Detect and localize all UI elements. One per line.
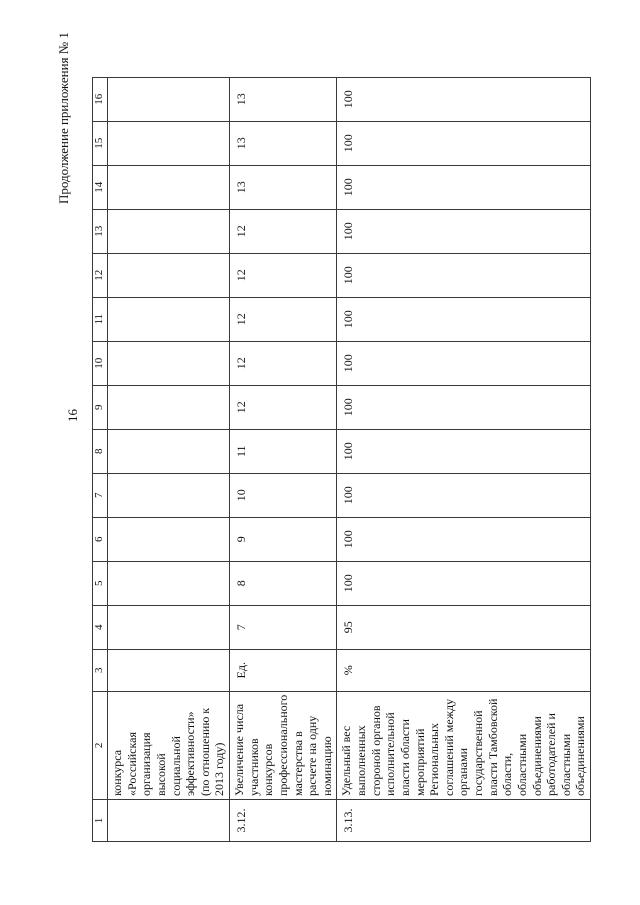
header-cell: 7 — [93, 473, 108, 517]
value-cell: 13 — [230, 165, 337, 209]
header-cell: 2 — [93, 691, 108, 799]
value-cell — [108, 341, 230, 385]
row-id: 3.13. — [337, 800, 591, 842]
header-cell: 11 — [93, 297, 108, 341]
value-cell: 12 — [230, 209, 337, 253]
value-cell — [108, 429, 230, 473]
unit-cell: Ед. — [230, 649, 337, 691]
column-number-row — [93, 77, 108, 841]
header-cell: 8 — [93, 429, 108, 473]
value-cell: 100 — [337, 77, 591, 121]
value-cell — [108, 209, 230, 253]
value-cell: 100 — [337, 341, 591, 385]
header-cell: 6 — [93, 517, 108, 561]
header-cell: 3 — [93, 649, 108, 691]
value-cell: 100 — [337, 209, 591, 253]
value-cell: 12 — [230, 297, 337, 341]
value-cell: 100 — [337, 561, 591, 605]
unit-cell — [108, 649, 230, 691]
table-row — [337, 77, 591, 841]
row-id — [108, 800, 230, 842]
value-cell — [108, 253, 230, 297]
value-cell: 100 — [337, 429, 591, 473]
value-cell: 10 — [230, 473, 337, 517]
value-cell: 12 — [230, 385, 337, 429]
header-cell: 12 — [93, 253, 108, 297]
row-id: 3.12. — [230, 800, 337, 842]
unit-cell: % — [337, 649, 591, 691]
table-row — [108, 77, 230, 841]
value-cell: 100 — [337, 253, 591, 297]
value-cell: 100 — [337, 297, 591, 341]
header-cell: 10 — [93, 341, 108, 385]
value-cell: 100 — [337, 121, 591, 165]
value-cell — [108, 473, 230, 517]
header-cell: 4 — [93, 605, 108, 649]
value-cell — [108, 165, 230, 209]
header-cell: 9 — [93, 385, 108, 429]
value-cell: 8 — [230, 561, 337, 605]
annex-title: Продолжение приложения № 1 — [56, 32, 71, 204]
indicator-name: Удельный вес выполненных стороной органов исполнительной власти области мероприятий Региональных соглашений между органами государственной власти Тамбовской области, областными объединениями работодателей и областными объединениями — [337, 691, 591, 799]
value-cell — [108, 77, 230, 121]
value-cell: 9 — [230, 517, 337, 561]
value-cell — [108, 385, 230, 429]
header-cell: 13 — [93, 209, 108, 253]
value-cell: 100 — [337, 473, 591, 517]
value-cell: 100 — [337, 517, 591, 561]
header-cell: 14 — [93, 165, 108, 209]
value-cell: 12 — [230, 341, 337, 385]
value-cell — [108, 121, 230, 165]
indicator-name: Увеличение числа участников конкурсов профессионального мастерства в расчете на одну номинацию — [230, 691, 337, 799]
header-cell: 5 — [93, 561, 108, 605]
value-cell: 7 — [230, 605, 337, 649]
header-cell: 15 — [93, 121, 108, 165]
value-cell: 100 — [337, 165, 591, 209]
value-cell: 95 — [337, 605, 591, 649]
value-cell — [108, 605, 230, 649]
value-cell — [108, 517, 230, 561]
table-row — [230, 77, 337, 841]
value-cell: 12 — [230, 253, 337, 297]
value-cell: 100 — [337, 385, 591, 429]
indicator-name: конкурса «Российская организация высокой социальной эффективности» (по отношению к 2013 году) — [108, 691, 230, 799]
value-cell: 13 — [230, 121, 337, 165]
value-cell — [108, 561, 230, 605]
header-cell: 1 — [93, 800, 108, 842]
header-cell: 16 — [93, 77, 108, 121]
indicators-table — [92, 77, 591, 842]
value-cell: 13 — [230, 77, 337, 121]
page-number: 16 — [65, 409, 80, 422]
value-cell: 11 — [230, 429, 337, 473]
value-cell — [108, 297, 230, 341]
